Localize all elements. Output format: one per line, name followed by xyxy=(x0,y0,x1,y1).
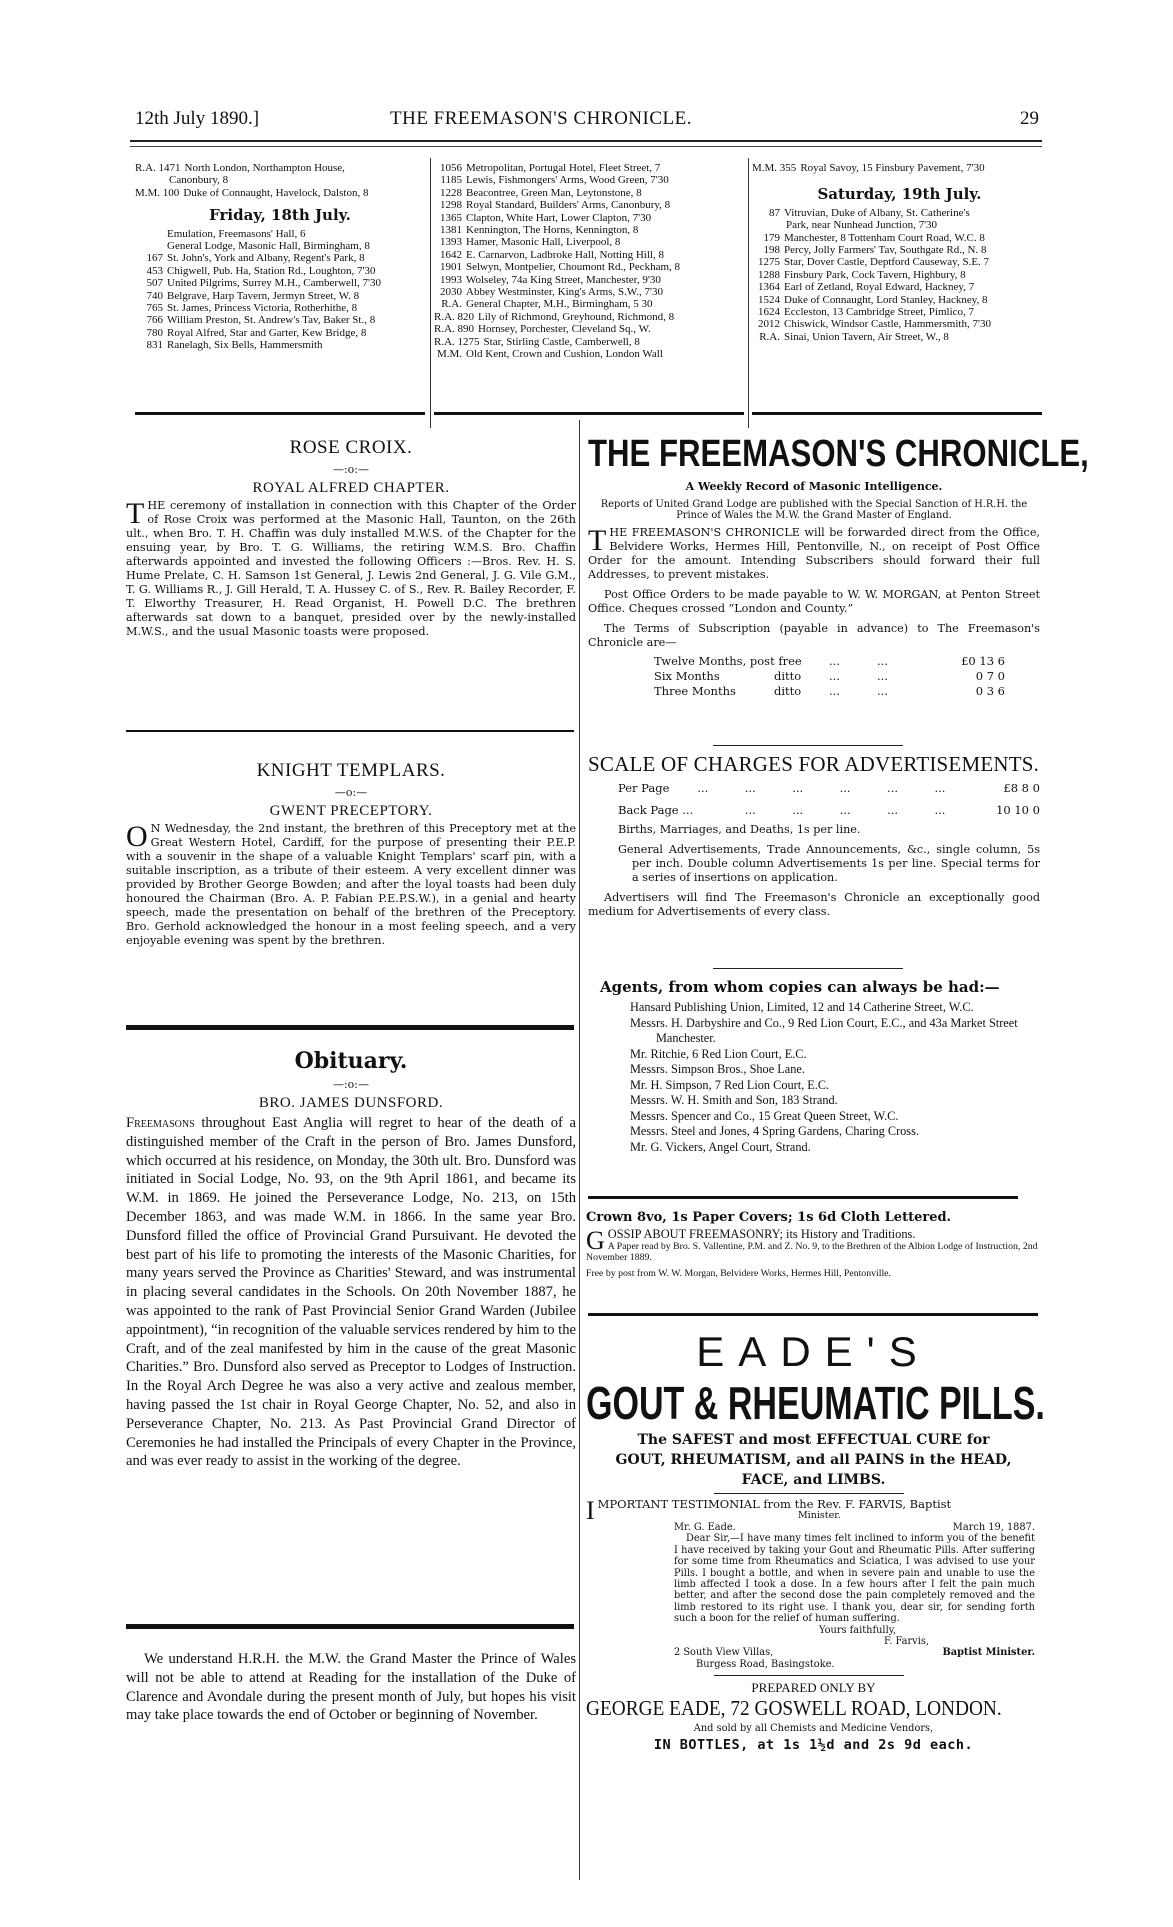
lodge-details: Chigwell, Pub. Ha, Station Rd., Loughton, 7'30 xyxy=(167,264,376,277)
meetings-column-3 xyxy=(752,162,1047,343)
leader-dots: ... xyxy=(697,781,709,795)
leader-dots: ... xyxy=(934,803,946,817)
article-title: BRO. JAMES DUNSFORD. xyxy=(258,1095,444,1111)
meetings-list-top xyxy=(135,162,425,199)
lodge-details: Ranelagh, Six Bells, Hammersmith xyxy=(167,339,323,352)
meeting-entry xyxy=(752,232,1047,244)
separator: —:o:— xyxy=(332,463,370,476)
meeting-entry xyxy=(752,331,1047,343)
subscription-term: Six Months xyxy=(654,669,720,683)
section-rule xyxy=(588,1313,1038,1316)
lodge-details: North London, Northampton House, xyxy=(184,162,345,174)
meeting-entry xyxy=(434,286,744,298)
lodge-number: 87 xyxy=(769,206,780,219)
section-title: ROSE CROIX. xyxy=(289,437,413,458)
lodge-details: Lewis, Fishmongers' Arms, Wood Green, 7'30 xyxy=(466,174,669,187)
issue-date: 12th July 1890.] xyxy=(135,108,260,129)
meeting-entry xyxy=(434,199,744,211)
lodge-details: Sinai, Union Tavern, Air Street, W., 8 xyxy=(784,330,949,343)
post-office-info: Post Office Orders to be made payable to W. W. MORGAN, at Penton Street Office. Cheques crossed “London and County.” xyxy=(588,588,1040,615)
separator: —o:— xyxy=(334,786,368,799)
short-rule xyxy=(714,1675,904,1676)
ad-brand: EADE'S xyxy=(696,1328,931,1375)
meeting-entry xyxy=(434,212,744,224)
lodge-number: 1365 xyxy=(440,211,462,224)
lodge-number: 167 xyxy=(146,252,163,265)
lodge-number: 740 xyxy=(146,289,163,302)
book-title: OSSIP ABOUT FREEMASONRY; its History and Traditions. xyxy=(607,1227,916,1241)
agent-entry: Messrs. Simpson Bros., Shoe Lane. xyxy=(630,1062,805,1076)
meetings-list-top xyxy=(752,162,1047,174)
section-title: KNIGHT TEMPLARS. xyxy=(256,760,446,781)
saturday-meetings-list xyxy=(752,207,1047,343)
lodge-number: 1298 xyxy=(440,199,462,212)
book-headline: Crown 8vo, 1s Paper Covers; 1s 6d Cloth Lettered. xyxy=(586,1210,952,1225)
charges-table xyxy=(618,777,1040,821)
rose-croix-article xyxy=(126,437,576,639)
meetings-column-1 xyxy=(135,162,425,352)
letter-body: Dear Sir,—I have many times felt inclined to inform you of the benefit I have received by taking your Gout and Rheumatic Pills. After suffering for some time from Rheumatics and Sciatica, I was advised to use your Pills. I bought a bottle, and when in severe pain and unable to use the limb affected I took a dose. In a few hours after I felt the pain much better, and after the second dose the pain completely removed and the limb restored to its right use. I thank you, dear sir, for sending forth such a boon for the relief of human suffering. xyxy=(674,1533,1035,1625)
section-rule xyxy=(752,412,1042,415)
agents-list xyxy=(630,1000,1040,1155)
section-rule xyxy=(126,730,574,732)
meeting-entry xyxy=(434,311,744,323)
book-description: A Paper read by Bro. S. Vallentine, P.M. and Z. No. 9, to the Brethren of the Albion Lodge of Instruction, 2nd November 1889. xyxy=(586,1241,1038,1263)
agent-entry: Mr. Ritchie, 6 Red Lion Court, E.C. xyxy=(630,1046,807,1061)
lodge-details: Manchester, 8 Tottenham Court Road, W.C. 8 xyxy=(784,231,985,244)
saturday-heading: Saturday, 19th July. xyxy=(817,185,982,204)
lodge-details: Percy, Jolly Farmers' Tav, Southgate Rd., N. 8 xyxy=(784,244,987,257)
ditto-mark: ditto xyxy=(774,669,802,683)
section-title: Obituary. xyxy=(294,1048,408,1074)
meeting-entry xyxy=(752,162,1047,174)
meeting-entry xyxy=(135,302,425,314)
lodge-number: 1393 xyxy=(440,236,462,249)
lodge-details: Hamer, Masonic Hall, Liverpool, 8 xyxy=(466,236,621,249)
lodge-number: 2030 xyxy=(440,286,462,299)
lodge-number: 1624 xyxy=(758,306,780,319)
lodge-number: 831 xyxy=(146,339,163,352)
lodge-number: R.A. xyxy=(759,330,780,343)
subscription-price: 0 7 0 xyxy=(975,669,1005,683)
subscription-price-table xyxy=(654,654,1040,699)
subscription-term: Three Months xyxy=(654,684,736,698)
agent-entry: Messrs. W. H. Smith and Son, 183 Strand. xyxy=(630,1093,838,1107)
meeting-entry xyxy=(135,290,425,302)
leader-dots: ... xyxy=(839,803,851,817)
meeting-entry xyxy=(434,249,744,261)
forwarding-info: HE FREEMASON'S CHRONICLE will be forwarded direct from the Office, Belvidere Works, Hermes Hill, Pentonville, N., on receipt of Post Office Order for the amount. Intending Subscribers should forward their full Addresses, to prevent mistakes. xyxy=(588,526,1040,581)
drop-cap: G xyxy=(586,1226,605,1255)
lodge-details: St. John's, York and Albany, Regent's Park, 8 xyxy=(167,252,365,265)
column-divider xyxy=(430,158,431,428)
leader-dots: ... xyxy=(877,654,888,668)
meeting-entry xyxy=(434,336,744,348)
note-body: We understand H.R.H. the M.W. the Grand Master the Prince of Wales will not be able to attend at Reading for the installation of the Duke of Clarence and Avondale during the present month of July, but hopes his visit may take place towards the end of October or beginning of November. xyxy=(126,1651,576,1724)
leader-dots: ... xyxy=(829,669,840,683)
charges-title: SCALE OF CHARGES FOR ADVERTISEMENTS. xyxy=(588,752,1040,776)
column-divider xyxy=(748,158,749,428)
separator: —:o:— xyxy=(332,1078,370,1091)
lodge-number: 1901 xyxy=(440,261,462,274)
meeting-entry xyxy=(135,252,425,264)
agent-entry: Mr. G. Vickers, Angel Court, Strand. xyxy=(630,1139,811,1154)
subscription-term: Twelve Months, post free xyxy=(654,654,802,668)
lodge-details: Vitruvian, Duke of Albany, St. Catherine's xyxy=(784,206,970,219)
advert-charges xyxy=(588,752,1040,919)
lodge-details: Lily of Richmond, Greyhound, Richmond, 8 xyxy=(478,310,675,323)
charge-amount: £8 8 0 xyxy=(1003,781,1040,795)
short-rule xyxy=(714,1493,904,1494)
lodge-details: Hornsey, Porchester, Cleveland Sq., W. xyxy=(478,323,651,336)
lodge-details: Eccleston, 13 Cambridge Street, Pimlico, 7 xyxy=(784,306,975,319)
meeting-entry xyxy=(752,244,1047,256)
section-rule xyxy=(126,1624,574,1629)
advertisers-notice: Advertisers will find The Freemason's Chronicle an exceptionally good medium for Advertisements of every class. xyxy=(588,891,1040,918)
lodge-details: Kennington, The Horns, Kennington, 8 xyxy=(466,224,639,237)
meeting-entry xyxy=(752,281,1047,293)
lodge-number: 1524 xyxy=(758,293,780,306)
meetings-list-continued xyxy=(434,162,744,361)
lodge-details: St. James, Princess Victoria, Rotherhithe, 8 xyxy=(167,302,358,315)
lodge-details: Clapton, White Hart, Lower Clapton, 7'30 xyxy=(466,211,652,224)
letter-address: 2 South View Villas, xyxy=(674,1647,774,1659)
drop-cap: T xyxy=(588,524,607,557)
meeting-entry xyxy=(752,269,1047,281)
article-body: N Wednesday, the 2nd instant, the brethren of this Preceptory met at the Great Western Hotel, Cardiff, for the purpose of presenting their P.E.P. with a souvenir in the shape of a valuable Knight Templars' scarf pin, with a suitable inscription, as a tribute of their esteem. A very excellent dinner was provided by Brother George Bowden; and after the loyal toasts had been duly honoured the Chairman (Bro. A. P. Fabian P.E.P.S.W.), in a genial and hearty speech, made the presentation on behalf of the brethren of the Preceptory. Bro. Gerhold acknowledged the honour in a most feeling speech, and a very enjoyable evening was spent by the brethren. xyxy=(126,822,576,947)
obituary-article xyxy=(126,1048,576,1471)
ad-title: THE FREEMASON'S CHRONICLE, xyxy=(588,433,1089,475)
ditto-mark: ditto xyxy=(774,684,802,698)
prepared-by: PREPARED ONLY BY xyxy=(751,1680,876,1696)
letter-closing: Yours faithfully, xyxy=(819,1624,897,1636)
short-rule xyxy=(713,745,903,746)
meeting-entry xyxy=(135,228,425,240)
subscription-row xyxy=(654,669,1040,684)
agent-entry: Messrs. H. Darbyshire and Co., 9 Red Lion Court, E.C., and 43a Market Street Manchester. xyxy=(630,1015,1018,1045)
bottle-prices: IN BOTTLES, at 1s 1½d and 2s 9d each. xyxy=(653,1737,974,1754)
lodge-details: Star, Stirling Castle, Camberwell, 8 xyxy=(483,335,640,348)
meeting-entry xyxy=(752,219,1047,231)
agent-entry: Hansard Publishing Union, Limited, 12 and 14 Catherine Street, W.C. xyxy=(630,1000,974,1014)
meeting-entry xyxy=(135,339,425,351)
letter-signature: F. Farvis, xyxy=(884,1636,929,1648)
lodge-number: M.M. xyxy=(436,348,462,361)
chronicle-subscription-ad xyxy=(588,433,1089,699)
meeting-entry xyxy=(752,306,1047,318)
lodge-number: 1228 xyxy=(440,186,462,199)
maker-address: GEORGE EADE, 72 GOSWELL ROAD, LONDON. xyxy=(586,1696,1002,1721)
meeting-entry xyxy=(434,323,744,335)
lodge-details: Old Kent, Crown and Cushion, London Wall xyxy=(466,348,663,361)
article-title: GWENT PRECEPTORY. xyxy=(269,803,433,819)
ad-claim: The SAFEST and most EFFECTUAL CURE for xyxy=(637,1432,990,1448)
article-body: throughout East Anglia will regret to hear of the death of a distinguished member of the Craft in the person of Bro. James Dunsford, which occurred at his residence, on Monday, the 30th ult. Bro. Dunsford was initiated in Social Lodge, No. 93, on the 9th April 1861, and became its W.M. in 1869. He joined the Perseverance Lodge, No. 213, on 15th December 1863, and was made W.M. in 1866. In the same year Bro. Dunsford filled the office of Provincial Grand Pursuivant. He devoted the best part of his life to promoting the interests of the Masonic Charities, for many years served the Province as Charities' Steward, and was instrumental in placing several candidates in the Schools. On 20th November 1887, he was appointed to the rank of Past Provincial Senior Grand Warden (Jubilee appointment), “in recognition of the valuable services rendered by him to the Craft, and of the zeal manifested by him in the cause of the great Masonic Charities.” Bro. Dunsford also served as Preceptor to Lodges of Instruction. In the Royal Arch Degree he was also a very active and zealous member, having passed the 1st chair in Royal George Chapter, No. 52, and also in Perseverance Chapter, No. 213. As Past Provincial Grand Director of Ceremonies he had installed the Principals of every Chapter in the Province, and was ever ready to assist in the working of the degree. xyxy=(126,1115,576,1470)
letter-address: Burgess Road, Basingstoke. xyxy=(696,1658,835,1670)
section-rule xyxy=(588,1196,1018,1199)
lodge-details: Wolseley, 74a King Street, Manchester, 9'30 xyxy=(466,273,661,286)
leader-dots: ... xyxy=(877,669,888,683)
meeting-entry xyxy=(752,207,1047,219)
meeting-entry xyxy=(434,187,744,199)
testimonial-heading: MPORTANT TESTIMONIAL from the Rev. F. FARVIS, Baptist xyxy=(597,1497,952,1511)
leader-dots: ... xyxy=(792,803,804,817)
leader-dots: ... xyxy=(829,684,840,698)
lodge-details: Selwyn, Montpelier, Choumont Rd., Peckham, 8 xyxy=(466,261,681,274)
header-rule xyxy=(130,140,1042,147)
meeting-entry xyxy=(752,294,1047,306)
lodge-number: 507 xyxy=(146,277,163,290)
knight-templars-article xyxy=(126,760,576,948)
meeting-entry xyxy=(135,240,425,252)
meeting-entry xyxy=(434,348,744,360)
agents-heading: Agents, from whom copies can always be had:— xyxy=(600,978,1000,996)
meeting-entry xyxy=(434,298,744,310)
lodge-details: Earl of Zetland, Royal Edward, Hackney, 7 xyxy=(784,281,975,294)
lodge-number: M.M. 100 xyxy=(135,186,180,199)
lodge-details: Belgrave, Harp Tavern, Jermyn Street, W. 8 xyxy=(167,289,360,302)
lodge-number: 1056 xyxy=(440,162,462,174)
charge-row xyxy=(618,777,1040,799)
lodge-number: 765 xyxy=(146,302,163,315)
article-body: HE ceremony of installation in connection with this Chapter of the Order of Rose Croix was performed at the Masonic Hall, Taunton, on the 26th ult., when Bro. T. H. Chaffin was duly installed M.W.S. of the Chapter for the ensuing year, by Bro. T. G. Williams, the retiring W.M.S. Bro. Chaffin afterwards appointed and invested the following Officers :—Bros. Rev. H. S. Hume Prelate, C. H. Samson 1st General, J. Lewis 2nd General, J. G. Vile G.M., T. G. Williams R., J. Gill Herald, T. A. Hussey C. of S., Rev. R. Bailey Recorder, F. T. Elworthy Treasurer, H. Read Organist, H. Powell D.C. The brethren afterwards sat down to a banquet, presided over by the newly-installed M.W.S., and the usual Masonic toasts were proposed. xyxy=(126,499,576,638)
leader-dots: ... xyxy=(887,803,899,817)
letter-signer-title: Baptist Minister. xyxy=(942,1647,1035,1659)
sanction-note: Reports of United Grand Lodge are published with the Special Sanction of H.R.H. the Prince of Wales the M.W. the Grand Master of England. xyxy=(600,499,1028,521)
letter-date: March 19, 1887. xyxy=(952,1522,1035,1533)
lodge-details: General Chapter, M.H., Birmingham, 5 30 xyxy=(466,298,653,311)
meeting-entry xyxy=(135,187,425,199)
drop-cap: I xyxy=(586,1496,595,1525)
leader-dots: ... xyxy=(877,684,888,698)
lodge-details: Star, Dover Castle, Deptford Causeway, S.E. 7 xyxy=(784,256,990,269)
lodge-number: 179 xyxy=(763,231,780,244)
friday-meetings-list xyxy=(135,228,425,352)
lodge-number: R.A. xyxy=(441,298,462,311)
lodge-details: E. Carnarvon, Ladbroke Hall, Notting Hill, 8 xyxy=(466,248,664,261)
leader-dots: ... xyxy=(887,781,899,795)
subscription-row xyxy=(654,684,1040,699)
lodge-details: Royal Standard, Builders' Arms, Canonbury, 8 xyxy=(466,199,671,212)
drop-cap: T xyxy=(126,497,145,530)
meeting-entry xyxy=(434,236,744,248)
terms-intro: The Terms of Subscription (payable in advance) to The Freemason's Chronicle are— xyxy=(588,622,1040,649)
gossip-book-ad xyxy=(586,1210,1041,1279)
agent-entry: Messrs. Steel and Jones, 4 Spring Gardens, Charing Cross. xyxy=(630,1124,919,1138)
charge-row xyxy=(618,799,1040,821)
eades-pills-ad xyxy=(586,1328,1045,1754)
lodge-number: 1993 xyxy=(440,273,462,286)
leader-dots: ... xyxy=(744,781,756,795)
charge-label: Per Page xyxy=(618,781,670,795)
meeting-entry xyxy=(434,274,744,286)
lodge-details: Chiswick, Windsor Castle, Hammersmith, 7'30 xyxy=(784,318,991,331)
subscription-price: £0 13 6 xyxy=(961,654,1005,668)
meeting-entry xyxy=(135,314,425,326)
page-header xyxy=(135,108,1039,138)
lodge-number: 453 xyxy=(146,264,163,277)
lodge-number: R.A. 820 xyxy=(434,310,475,323)
subscription-price: 0 3 6 xyxy=(975,684,1005,698)
leader-dots: ... xyxy=(744,803,756,817)
general-ads-notice: General Advertisements, Trade Announcements, &c., single column, 5s per inch. Double column Advertisements 1s per line. Special terms for a series of insertions on application. xyxy=(618,843,1040,884)
lodge-number: 1642 xyxy=(440,248,462,261)
lodge-number: R.A. 890 xyxy=(434,323,475,336)
lodge-details: Royal Savoy, 15 Finsbury Pavement, 7'30 xyxy=(800,162,985,174)
lodge-details: Duke of Connaught, Lord Stanley, Hackney, 8 xyxy=(784,293,988,306)
lodge-number: R.A. 1471 xyxy=(135,162,181,174)
testimonial-letter xyxy=(674,1522,1035,1670)
meeting-entry xyxy=(434,162,744,174)
leader-dots: ... xyxy=(829,654,840,668)
meeting-entry xyxy=(135,174,425,186)
section-rule xyxy=(135,412,425,415)
masthead-title: THE FREEMASON'S CHRONICLE. xyxy=(390,108,692,129)
lodge-details: Beacontree, Green Man, Leytonstone, 8 xyxy=(466,186,642,199)
ad-claim: GOUT, RHEUMATISM, and all PAINS in the HEAD, xyxy=(615,1452,1012,1468)
lodge-details: Duke of Connaught, Havelock, Dalston, 8 xyxy=(183,186,369,199)
tagline: A Weekly Record of Masonic Intelligence. xyxy=(685,480,943,493)
meeting-entry xyxy=(135,327,425,339)
lodge-number: M.M. 355 xyxy=(752,162,797,174)
prince-of-wales-note xyxy=(126,1650,576,1725)
lodge-number: 1364 xyxy=(758,281,780,294)
letter-addressee: Mr. G. Eade. xyxy=(674,1522,736,1533)
agent-entry: Mr. H. Simpson, 7 Red Lion Court, E.C. xyxy=(630,1077,830,1092)
article-title: ROYAL ALFRED CHAPTER. xyxy=(252,480,450,496)
ad-product: GOUT & RHEUMATIC PILLS. xyxy=(586,1377,1045,1429)
agents-section xyxy=(600,978,1040,1155)
section-rule xyxy=(434,412,744,415)
meeting-entry xyxy=(434,174,744,186)
lodge-details: Abbey Westminster, King's Arms, S.W., 7'30 xyxy=(466,286,663,299)
lodge-details: Emulation, Freemasons' Hall, 6 xyxy=(167,227,306,240)
lodge-number: 780 xyxy=(146,326,163,339)
page-number: 29 xyxy=(1020,108,1039,129)
lodge-details: Metropolitan, Portugal Hotel, Fleet Street, 7 xyxy=(466,162,661,174)
column-divider xyxy=(579,420,580,1880)
meeting-entry xyxy=(135,277,425,289)
sold-by: And sold by all Chemists and Medicine Vendors, xyxy=(693,1723,934,1735)
charge-amount: 10 10 0 xyxy=(996,803,1040,817)
lead-word: Freemasons xyxy=(126,1115,195,1131)
section-rule xyxy=(126,1025,574,1030)
book-post-info: Free by post from W. W. Morgan, Belvidere Works, Hermes Hill, Pentonville. xyxy=(586,1268,891,1279)
lodge-number: 1381 xyxy=(440,224,462,237)
meetings-column-2 xyxy=(434,162,744,361)
lodge-details: Park, near Nunhead Junction, 7'30 xyxy=(786,219,938,232)
subscription-row xyxy=(654,654,1040,669)
agent-entry: Messrs. Spencer and Co., 15 Great Queen Street, W.C. xyxy=(630,1108,899,1123)
lodge-number: 766 xyxy=(146,314,163,327)
lodge-details: Royal Alfred, Star and Garter, Kew Bridge, 8 xyxy=(167,326,367,339)
leader-dots: ... xyxy=(839,781,851,795)
meeting-entry xyxy=(434,261,744,273)
leader-dots: ... xyxy=(934,781,946,795)
meeting-entry xyxy=(434,224,744,236)
ad-claim: FACE, and LIMBS. xyxy=(741,1472,886,1488)
lodge-details: General Lodge, Masonic Hall, Birmingham, 8 xyxy=(167,240,370,253)
drop-cap: O xyxy=(126,820,148,853)
meeting-entry xyxy=(752,318,1047,330)
meeting-entry xyxy=(135,265,425,277)
lodge-details: Canonbury, 8 xyxy=(169,174,229,187)
lodge-number: 1288 xyxy=(758,268,780,281)
lodge-number: 2012 xyxy=(758,318,780,331)
lodge-details: Finsbury Park, Cock Tavern, Highbury, 8 xyxy=(784,268,966,281)
births-notice: Births, Marriages, and Deaths, 1s per line. xyxy=(618,823,861,836)
leader-dots: ... xyxy=(792,781,804,795)
lodge-number: 198 xyxy=(763,244,780,257)
lodge-details: William Preston, St. Andrew's Tav, Baker St., 8 xyxy=(167,314,376,327)
charge-label: Back Page ... xyxy=(618,803,694,817)
meeting-entry xyxy=(135,162,425,174)
lodge-number: R.A. 1275 xyxy=(434,335,480,348)
friday-heading: Friday, 18th July. xyxy=(209,206,351,225)
short-rule xyxy=(713,968,903,969)
testimonial-heading-2: Minister. xyxy=(797,1510,841,1521)
lodge-details: United Pilgrims, Surrey M.H., Camberwell, 7'30 xyxy=(167,277,382,290)
lodge-number: 1185 xyxy=(440,174,462,187)
lodge-number: 1275 xyxy=(758,256,780,269)
meeting-entry xyxy=(752,256,1047,268)
